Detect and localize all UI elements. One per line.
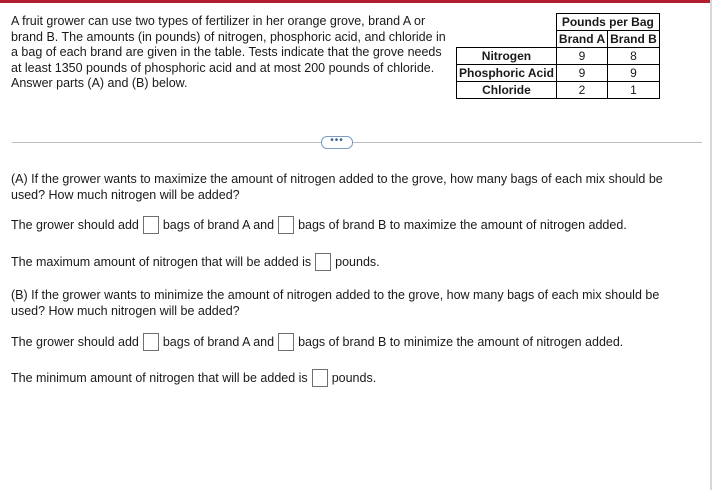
part-a-line1-post: bags of brand B to maximize the amount of nitrogen added. — [298, 218, 627, 232]
expand-more-button[interactable]: ••• — [321, 136, 353, 149]
cell-chloride-b: 1 — [608, 82, 660, 99]
part-b-line1-post: bags of brand B to minimize the amount of nitrogen added. — [298, 335, 624, 349]
part-b-line2-post: pounds. — [331, 371, 377, 385]
part-a-line1-mid: bags of brand A and — [162, 218, 275, 232]
row-label-phosphoric-acid: Phosphoric Acid — [457, 65, 557, 82]
cell-phosphoric-b: 9 — [608, 65, 660, 82]
part-a-line-max — [11, 253, 380, 271]
part-a-line2-post: pounds. — [335, 255, 380, 269]
table-row — [457, 65, 660, 82]
cell-chloride-a: 2 — [556, 82, 607, 99]
table-header-brand-a: Brand A — [556, 31, 607, 48]
part-a-question: (A) If the grower wants to maximize the amount of nitrogen added to the grove, how many bags of each mix should be used? How much nitrogen will be added? — [11, 172, 663, 202]
part-a-line-bags — [11, 216, 627, 234]
table-header-brand-b: Brand B — [608, 31, 660, 48]
problem-intro: A fruit grower can use two types of fertilizer in her orange grove, brand A or brand B. The amounts (in pounds) of nitrogen, phosphoric acid, and chloride in a bag of each brand are given in the table. Tests indicate that the grove needs at least 1350 pounds of phosphoric acid and at most 200 pounds of chloride. Answer parts (A) and (B) below. — [11, 14, 446, 90]
part-b-brand-b-input[interactable] — [278, 333, 294, 351]
row-label-nitrogen: Nitrogen — [457, 48, 557, 65]
table-group-header: Pounds per Bag — [556, 14, 659, 31]
part-b-brand-a-input[interactable] — [143, 333, 159, 351]
part-b-line1-pre: The grower should add — [11, 335, 139, 349]
part-a-max-nitrogen-input[interactable] — [315, 253, 331, 271]
fertilizer-table — [456, 13, 660, 99]
part-a-line1-pre: The grower should add — [11, 218, 139, 232]
part-b-min-nitrogen-input[interactable] — [312, 369, 328, 387]
table-row — [457, 82, 660, 99]
cell-phosphoric-a: 9 — [556, 65, 607, 82]
top-accent-bar — [0, 0, 712, 3]
cell-nitrogen-b: 8 — [608, 48, 660, 65]
part-b-line-bags — [11, 333, 623, 351]
part-b-line2-pre: The minimum amount of nitrogen that will be added is — [11, 371, 308, 385]
part-a-brand-a-input[interactable] — [143, 216, 159, 234]
table-row — [457, 48, 660, 65]
part-a-line2-pre: The maximum amount of nitrogen that will be added is — [11, 255, 312, 269]
section-divider — [12, 142, 702, 143]
row-label-chloride: Chloride — [457, 82, 557, 99]
part-a-brand-b-input[interactable] — [278, 216, 294, 234]
part-b-question: (B) If the grower wants to minimize the amount of nitrogen added to the grove, how many bags of each mix should be used? How much nitrogen will be added? — [11, 288, 660, 318]
cell-nitrogen-a: 9 — [556, 48, 607, 65]
part-b-line-min — [11, 369, 376, 387]
part-b-line1-mid: bags of brand A and — [162, 335, 275, 349]
